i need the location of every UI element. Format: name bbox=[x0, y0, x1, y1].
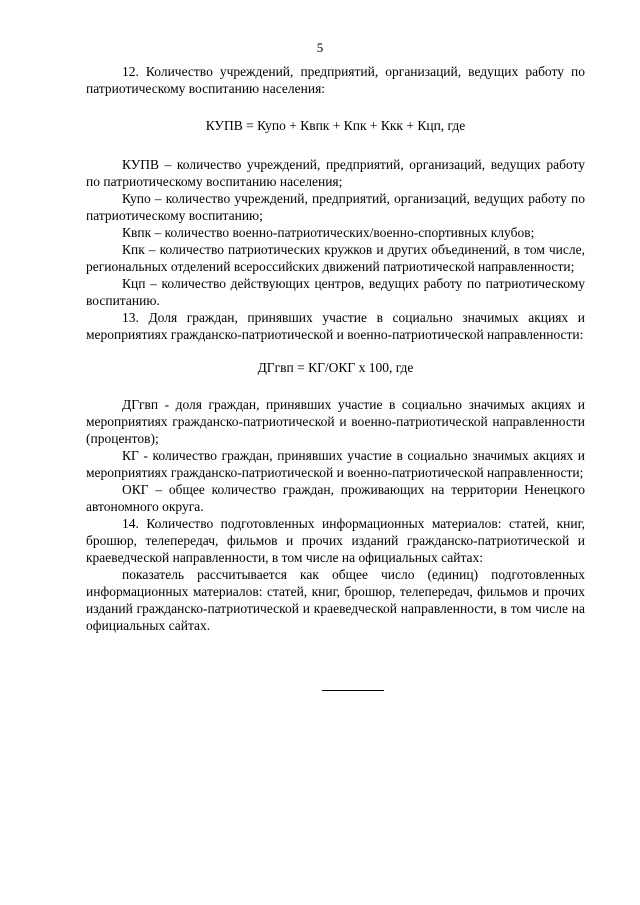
section-12-definition-kupv: КУПВ – количество учреждений, предприятий, организаций, ведущих работу по патриотическому воспитанию населения; bbox=[86, 157, 585, 189]
section-12-definition-kcp: Кцп – количество действующих центров, ведущих работу по патриотическому воспитанию. bbox=[86, 276, 585, 308]
end-divider-line bbox=[322, 690, 384, 691]
section-12-definition-kpk: Кпк – количество патриотических кружков и других объединений, в том числе, региональных отделений всероссийских движений патриотической направленности; bbox=[86, 242, 585, 274]
section-12-heading: 12. Количество учреждений, предприятий, организаций, ведущих работу по патриотическому воспитанию населения: bbox=[86, 64, 585, 96]
section-12-formula: КУПВ = Купо + Квпк + Кпк + Ккк + Кцп, где bbox=[205, 118, 466, 133]
section-14-description: показатель рассчитывается как общее число (единиц) подготовленных информационных материалов: статей, книг, брошюр, телепередач, фильмов и прочих изданий гражданско-патриотической и краеведческой направленности, в том числе на официальных сайтах. bbox=[86, 567, 585, 633]
section-13-heading: 13. Доля граждан, принявших участие в социально значимых акциях и мероприятиях гражданско-патриотической и военно-патриотической направленности: bbox=[86, 310, 585, 342]
section-12-definition-kvpk: Квпк – количество военно-патриотических/военно-спортивных клубов; bbox=[122, 225, 535, 240]
section-13-definition-dggvp: ДГгвп - доля граждан, принявших участие в социально значимых акциях и мероприятиях гражданско-патриотической и военно-патриотической направленности (процентов); bbox=[86, 397, 585, 446]
page-number: 5 bbox=[316, 40, 324, 55]
section-14-heading: 14. Количество подготовленных информационных материалов: статей, книг, брошюр, телепередач, фильмов и прочих изданий гражданско-патриотической и краеведческой направленности, в том числе на официальных сайтах: bbox=[86, 516, 585, 565]
section-13-formula: ДГгвп = КГ/ОКГ х 100, где bbox=[257, 360, 414, 375]
document-body bbox=[86, 63, 585, 634]
section-12-definition-kupo: Купо – количество учреждений, предприятий, организаций, ведущих работу по патриотическому воспитанию; bbox=[86, 191, 585, 223]
section-13-definition-kg: КГ - количество граждан, принявших участие в социально значимых акциях и мероприятиях гражданско-патриотической и военно-патриотической направленности; bbox=[86, 448, 585, 480]
section-13-definition-okg: ОКГ – общее количество граждан, проживающих на территории Ненецкого автономного округа. bbox=[86, 482, 585, 514]
